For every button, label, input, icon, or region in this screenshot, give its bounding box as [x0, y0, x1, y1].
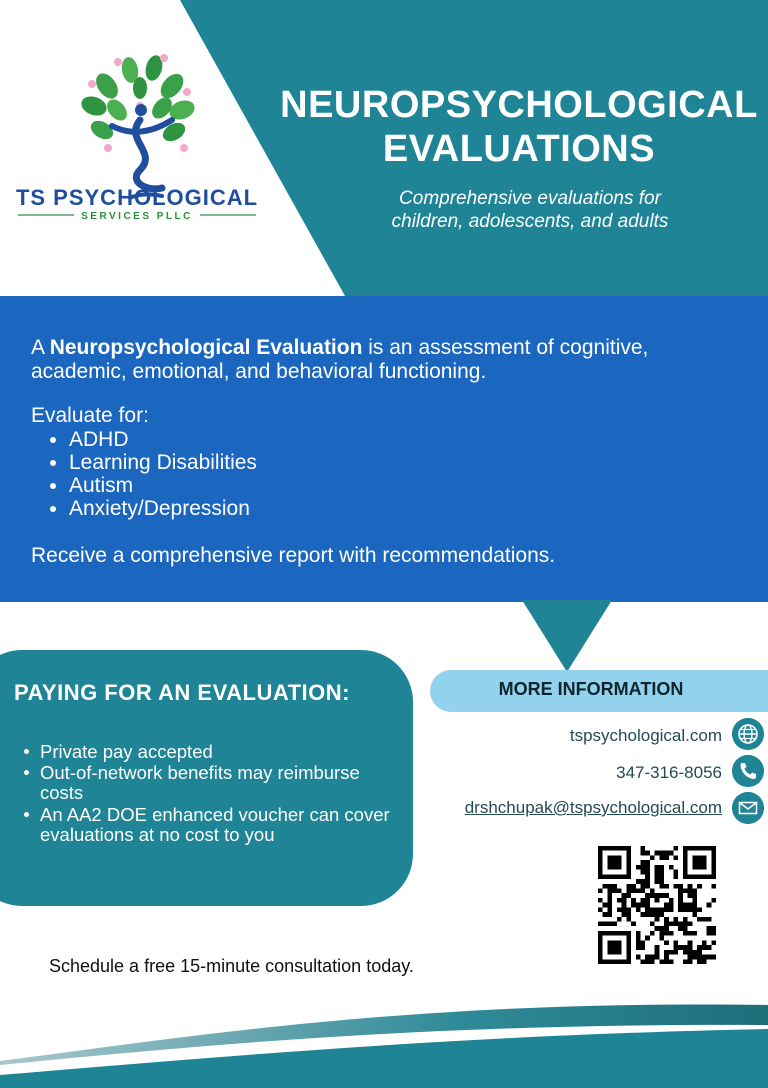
- condition-item: ADHD: [69, 428, 129, 451]
- subtitle-line1: Comprehensive evaluations for: [399, 188, 661, 209]
- pointer-triangle: [522, 600, 612, 672]
- page-title-line2: EVALUATIONS: [382, 128, 656, 170]
- intro-prefix: A: [31, 336, 50, 359]
- consultation-cta: Schedule a free 15-minute consultation today.: [49, 956, 414, 976]
- payment-item: Out-of-network benefits may reimburse costs: [40, 763, 400, 803]
- intro-line1: [31, 336, 648, 360]
- condition-item: Learning Disabilities: [69, 451, 257, 474]
- payment-item: Private pay accepted: [40, 742, 400, 762]
- phone-icon: [732, 755, 764, 787]
- payment-item: An AA2 DOE enhanced voucher can cover evaluations at no cost to you: [40, 805, 400, 845]
- intro-line2: academic, emotional, and behavioral functioning.: [31, 360, 487, 383]
- condition-item: Autism: [69, 474, 134, 497]
- company-suffix: SERVICES PLLC: [81, 211, 193, 222]
- tree-logo-icon: [79, 53, 198, 198]
- qr-code[interactable]: [598, 846, 716, 964]
- page-title-line1: NEUROPSYCHOLOGICAL: [280, 84, 758, 126]
- evaluate-label: Evaluate for:: [31, 404, 149, 427]
- company-name: TS PSYCHOLOGICAL: [15, 185, 259, 210]
- payment-heading: PAYING FOR AN EVALUATION:: [14, 680, 350, 705]
- condition-item: Anxiety/Depression: [69, 497, 250, 520]
- more-info-heading: MORE INFORMATION: [498, 679, 684, 699]
- website-link[interactable]: tspsychological.com: [569, 726, 722, 745]
- intro-bold-term: Neuropsychological Evaluation: [49, 336, 363, 359]
- company-logo: [12, 48, 262, 228]
- envelope-icon: [732, 792, 764, 824]
- footer-wave: [0, 995, 768, 1088]
- subtitle-line2: children, adolescents, and adults: [391, 211, 669, 232]
- globe-icon: [732, 718, 764, 750]
- email-link[interactable]: drshchupak@tspsychological.com: [464, 798, 722, 817]
- intro-rest: is an assessment of cognitive,: [362, 336, 649, 359]
- phone-number[interactable]: 347-316-8056: [616, 763, 722, 782]
- intro-closing: Receive a comprehensive report with recommendations.: [31, 544, 556, 567]
